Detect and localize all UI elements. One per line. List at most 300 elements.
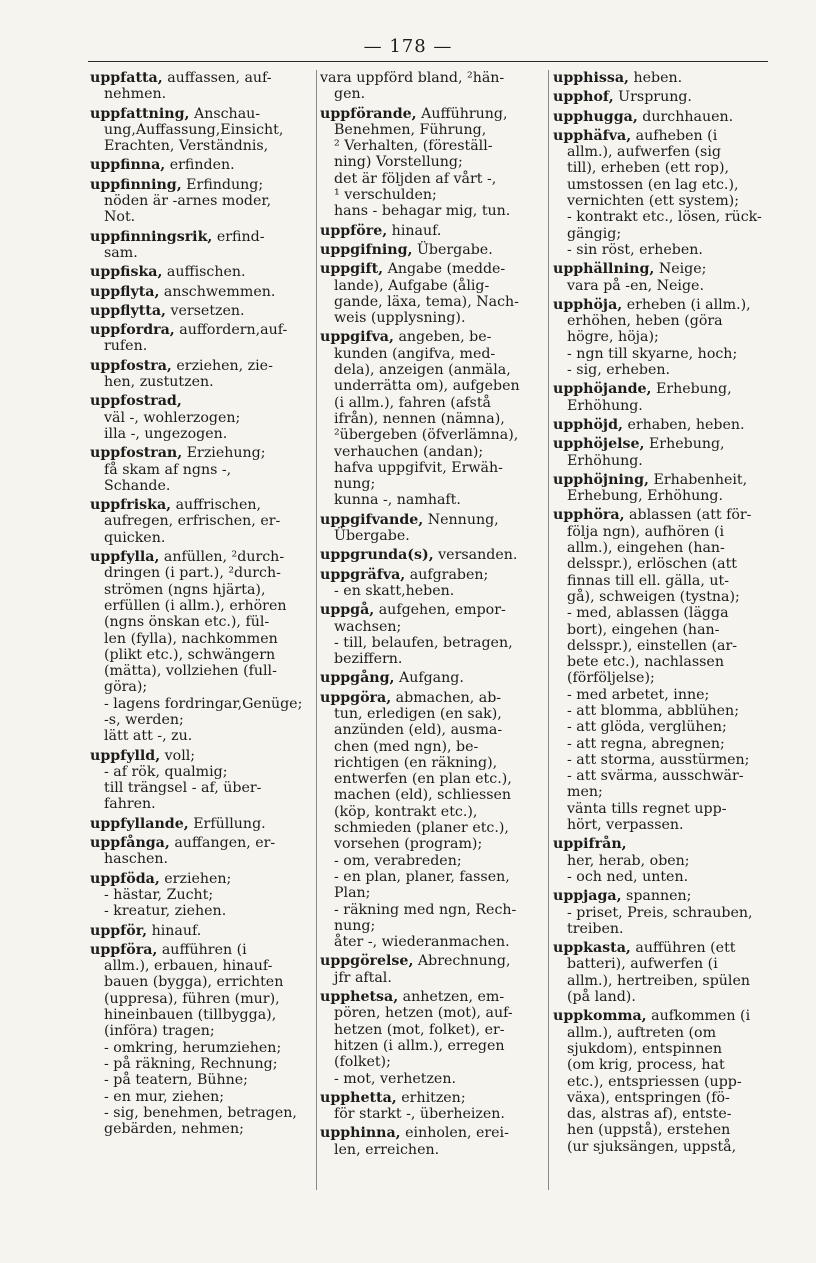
definition-text: beziffern. bbox=[334, 651, 403, 668]
definition-text: (förföljelse); bbox=[567, 670, 655, 687]
definition-text: voll; bbox=[160, 747, 196, 764]
dictionary-entry bbox=[553, 507, 773, 833]
entry-first-line bbox=[320, 953, 540, 969]
entry-continuation-line bbox=[90, 1056, 312, 1072]
headword: upphöjning, bbox=[553, 471, 649, 488]
header-rule bbox=[88, 61, 768, 62]
definition-text: fahren. bbox=[104, 796, 156, 813]
definition-text: etc.), entspriessen (upp- bbox=[567, 1073, 742, 1090]
headword: uppflyta, bbox=[90, 283, 160, 300]
entry-continuation-line bbox=[553, 989, 773, 1005]
entry-first-line bbox=[320, 547, 540, 563]
column-rule-right bbox=[548, 70, 549, 1190]
definition-text: hetzen (mot, folket), er- bbox=[334, 1021, 505, 1038]
definition-text: quicken. bbox=[104, 529, 166, 546]
headword: upphöra, bbox=[553, 507, 625, 524]
entry-continuation-line bbox=[553, 956, 773, 972]
dictionary-entry bbox=[320, 989, 540, 1087]
entry-first-line bbox=[320, 70, 540, 86]
headword: upphöjande, bbox=[553, 381, 652, 398]
definition-text: - räkning med ngn, Rech- bbox=[334, 901, 517, 918]
entry-continuation-line bbox=[320, 651, 540, 667]
entry-first-line bbox=[320, 690, 540, 706]
dictionary-entry bbox=[553, 1008, 773, 1155]
definition-text: bort), eingehen (han- bbox=[567, 621, 720, 638]
definition-text: anhetzen, em- bbox=[398, 989, 505, 1006]
definition-text: versetzen. bbox=[165, 302, 245, 319]
headword: uppfyllande, bbox=[90, 815, 189, 832]
entry-continuation-line bbox=[553, 398, 773, 414]
dictionary-entry bbox=[553, 381, 773, 414]
dictionary-entry bbox=[90, 264, 312, 280]
entry-continuation-line bbox=[320, 362, 540, 378]
definition-text: Ursprung. bbox=[613, 89, 692, 106]
entry-continuation-line bbox=[320, 902, 540, 918]
entry-first-line bbox=[553, 261, 773, 277]
entry-continuation-line bbox=[553, 540, 773, 556]
definition-text: hineinbauen (tillbygga), bbox=[104, 1007, 277, 1024]
entry-continuation-line bbox=[553, 817, 773, 833]
dictionary-entry bbox=[90, 748, 312, 813]
entry-continuation-line bbox=[553, 1041, 773, 1057]
entry-continuation-line bbox=[90, 1007, 312, 1023]
headword: upphöjelse, bbox=[553, 436, 645, 453]
entry-continuation-line bbox=[90, 374, 312, 390]
headword: upphällning, bbox=[553, 261, 655, 278]
definition-text: auffassen, auf- bbox=[162, 70, 272, 86]
headword: upphöja, bbox=[553, 296, 623, 313]
definition-text: strömen (ngns hjärta), bbox=[104, 581, 266, 598]
definition-text: her, herab, oben; bbox=[567, 852, 690, 869]
entry-continuation-line bbox=[553, 556, 773, 572]
entry-continuation-line bbox=[320, 970, 540, 986]
dictionary-entry bbox=[553, 89, 773, 105]
definition-text: allm.), hertreiben, spülen bbox=[567, 972, 750, 989]
entry-first-line bbox=[90, 264, 312, 280]
entry-first-line bbox=[553, 297, 773, 313]
definition-text: hans - behagar mig, tun. bbox=[334, 203, 511, 220]
entry-continuation-line bbox=[320, 378, 540, 394]
definition-text: Angabe (medde- bbox=[383, 261, 506, 278]
entry-continuation-line bbox=[320, 476, 540, 492]
definition-text: dela), anzeigen (anmäla, bbox=[334, 362, 511, 379]
entry-continuation-line bbox=[320, 1142, 540, 1158]
definition-text: - på räkning, Rechnung; bbox=[104, 1055, 278, 1072]
entry-continuation-line bbox=[553, 801, 773, 817]
entry-continuation-line bbox=[553, 453, 773, 469]
dictionary-entry bbox=[320, 670, 540, 686]
dictionary-entry bbox=[320, 1090, 540, 1123]
entry-first-line bbox=[553, 109, 773, 125]
entry-continuation-line bbox=[90, 138, 312, 154]
definition-text: - att glöda, verglühen; bbox=[567, 719, 727, 736]
entry-continuation-line bbox=[553, 144, 773, 160]
definition-text: nung; bbox=[334, 917, 376, 934]
definition-text: - med, ablassen (lägga bbox=[567, 605, 729, 622]
headword: upphugga, bbox=[553, 108, 638, 125]
definition-text: (införa) tragen; bbox=[104, 1023, 215, 1040]
entry-continuation-line bbox=[90, 780, 312, 796]
entry-continuation-line bbox=[90, 86, 312, 102]
entry-first-line bbox=[320, 989, 540, 1005]
entry-continuation-line bbox=[553, 589, 773, 605]
definition-text: Erhöhung. bbox=[567, 397, 643, 414]
headword: uppflytta, bbox=[90, 302, 166, 319]
dictionary-entry bbox=[320, 953, 540, 986]
definition-text: delsspr.), einstellen (ar- bbox=[567, 637, 738, 654]
entry-continuation-line bbox=[553, 193, 773, 209]
definition-text: bete etc.), nachlassen bbox=[567, 654, 724, 671]
definition-text: - sig, benehmen, betragen, bbox=[104, 1104, 297, 1121]
definition-text: illa -, ungezogen. bbox=[104, 425, 228, 442]
definition-text: - af rök, qualmig; bbox=[104, 763, 228, 780]
definition-text: delsspr.), erlöschen (att bbox=[567, 556, 738, 573]
entry-first-line bbox=[90, 70, 312, 86]
definition-text: - att storma, ausstürmen; bbox=[567, 751, 750, 768]
definition-text: - att regna, abregnen; bbox=[567, 735, 725, 752]
definition-text: Erachten, Verständnis, bbox=[104, 138, 269, 155]
entry-first-line bbox=[90, 549, 312, 565]
entry-first-line bbox=[553, 507, 773, 523]
definition-text: - om, verabreden; bbox=[334, 852, 462, 869]
entry-continuation-line bbox=[553, 1074, 773, 1090]
definition-text: ²übergeben (öfverlämna), bbox=[334, 427, 519, 444]
dictionary-entry bbox=[553, 472, 773, 505]
definition-text: aufregen, erfrischen, er- bbox=[104, 513, 281, 530]
definition-text: vänta tills regnet upp- bbox=[567, 800, 727, 817]
entry-continuation-line bbox=[320, 771, 540, 787]
definition-text: auffordern,auf- bbox=[174, 322, 288, 339]
entry-continuation-line bbox=[320, 86, 540, 102]
definition-text: aufführen (i bbox=[157, 941, 247, 958]
definition-text: machen (eld), schliessen bbox=[334, 787, 512, 804]
definition-text: erheben (i allm.), bbox=[622, 296, 751, 313]
entry-continuation-line bbox=[320, 739, 540, 755]
definition-text: väl -, wohlerzogen; bbox=[104, 409, 241, 426]
entry-continuation-line bbox=[553, 1139, 773, 1155]
entry-continuation-line bbox=[90, 1023, 312, 1039]
entry-continuation-line bbox=[90, 903, 312, 919]
page-number: — 178 — bbox=[363, 36, 453, 57]
definition-text: - en skatt,heben. bbox=[334, 582, 455, 599]
definition-text: einholen, erei- bbox=[400, 1125, 509, 1142]
definition-text: gen. bbox=[334, 86, 366, 103]
entry-continuation-line bbox=[320, 278, 540, 294]
definition-text: kunden (angifva, med- bbox=[334, 345, 496, 362]
entry-continuation-line bbox=[320, 1054, 540, 1070]
definition-text: haschen. bbox=[104, 851, 169, 868]
headword: uppfylld, bbox=[90, 747, 161, 764]
entry-continuation-line bbox=[553, 853, 773, 869]
dictionary-entry bbox=[553, 109, 773, 125]
entry-continuation-line bbox=[320, 885, 540, 901]
entry-continuation-line bbox=[553, 1057, 773, 1073]
definition-text: anschwemmen. bbox=[159, 283, 276, 300]
entry-continuation-line bbox=[90, 122, 312, 138]
definition-text: Erhebung, Erhöhung. bbox=[567, 488, 723, 505]
definition-text: Nennung, bbox=[423, 511, 499, 528]
headword: uppgräfva, bbox=[320, 566, 406, 583]
dictionary-entry bbox=[553, 417, 773, 433]
dictionary-entry bbox=[90, 70, 312, 103]
definition-text: pören, hetzen (mot), auf- bbox=[334, 1005, 513, 1022]
definition-text: (uppresa), führen (mur), bbox=[104, 990, 280, 1007]
entry-continuation-line bbox=[90, 851, 312, 867]
definition-text: Erfüllung. bbox=[188, 815, 266, 832]
definition-text: durchhauen. bbox=[637, 108, 734, 125]
definition-text: Übergabe. bbox=[334, 528, 410, 545]
definition-text: anfüllen, ²durch- bbox=[159, 549, 285, 566]
column-rule-left bbox=[316, 70, 317, 1190]
definition-text: sam. bbox=[104, 244, 138, 261]
definition-text: entwerfen (en plan etc.), bbox=[334, 771, 512, 788]
headword: uppfattning, bbox=[90, 105, 190, 122]
headword: uppgifvande, bbox=[320, 511, 424, 528]
definition-text: versanden. bbox=[433, 547, 518, 564]
definition-text: åter -, wiederanmachen. bbox=[334, 934, 510, 951]
definition-text: vara på -en, Neige. bbox=[567, 277, 704, 294]
entry-continuation-line bbox=[320, 1005, 540, 1021]
dictionary-entry bbox=[320, 567, 540, 600]
definition-text: lätt att -, zu. bbox=[104, 728, 193, 745]
headword: uppfatta, bbox=[90, 70, 163, 86]
entry-first-line bbox=[320, 670, 540, 686]
definition-text: anzünden (eld), ausma- bbox=[334, 722, 503, 739]
entry-first-line bbox=[553, 888, 773, 904]
entry-first-line bbox=[553, 128, 773, 144]
definition-text: gå), schweigen (tystna); bbox=[567, 588, 740, 605]
entry-continuation-line bbox=[90, 764, 312, 780]
entry-continuation-line bbox=[90, 1105, 312, 1121]
dictionary-entry bbox=[320, 690, 540, 951]
dictionary-entry bbox=[553, 261, 773, 294]
definition-text: auffrischen, bbox=[171, 497, 261, 514]
entry-continuation-line bbox=[320, 787, 540, 803]
entry-first-line bbox=[320, 261, 540, 277]
definition-text: kunna -, namhaft. bbox=[334, 492, 461, 509]
definition-text: - priset, Preis, schrauben, bbox=[567, 904, 753, 921]
entry-continuation-line bbox=[320, 583, 540, 599]
definition-text: nöden är -arnes moder, bbox=[104, 193, 272, 210]
entry-continuation-line bbox=[553, 869, 773, 885]
definition-text: Neige; bbox=[654, 261, 707, 278]
definition-text: erfind- bbox=[212, 228, 265, 245]
entry-continuation-line bbox=[553, 638, 773, 654]
entry-continuation-line bbox=[320, 203, 540, 219]
entry-first-line bbox=[90, 157, 312, 173]
definition-text: bauen (bygga), errichten bbox=[104, 974, 284, 991]
dictionary-entry bbox=[90, 923, 312, 939]
definition-text: gande, läxa, tema), Nach- bbox=[334, 293, 519, 310]
definition-text: - hästar, Zucht; bbox=[104, 886, 214, 903]
dictionary-column-1 bbox=[90, 70, 312, 1140]
dictionary-entry bbox=[90, 322, 312, 355]
dictionary-entry bbox=[90, 358, 312, 391]
definition-text: hitzen (i allm.), erregen bbox=[334, 1037, 505, 1054]
entry-continuation-line bbox=[90, 1089, 312, 1105]
dictionary-entry bbox=[320, 70, 540, 103]
headword: uppfostran, bbox=[90, 445, 183, 462]
definition-text: (köp, kontrakt etc.), bbox=[334, 803, 478, 820]
headword: upphetsa, bbox=[320, 989, 399, 1006]
definition-text: - att blomma, abblühen; bbox=[567, 702, 739, 719]
definition-text: weis (upplysning). bbox=[334, 310, 466, 327]
entry-first-line bbox=[90, 358, 312, 374]
definition-text: aufheben (i bbox=[631, 127, 718, 144]
entry-first-line bbox=[90, 303, 312, 319]
entry-first-line bbox=[90, 871, 312, 887]
definition-text: (mätta), vollziehen (full- bbox=[104, 663, 277, 680]
definition-text: ² Verhalten, (föreställ- bbox=[334, 138, 493, 155]
definition-text: heben. bbox=[628, 70, 683, 86]
dictionary-entry bbox=[90, 393, 312, 442]
entry-continuation-line bbox=[320, 492, 540, 508]
definition-text: ning) Vorstellung; bbox=[334, 154, 463, 171]
entry-first-line bbox=[320, 602, 540, 618]
entry-first-line bbox=[320, 567, 540, 583]
definition-text: verhauchen (andan); bbox=[334, 443, 484, 460]
entry-continuation-line bbox=[553, 703, 773, 719]
entry-first-line bbox=[553, 1008, 773, 1024]
entry-continuation-line bbox=[320, 528, 540, 544]
dictionary-entry bbox=[320, 329, 540, 508]
definition-text: erfüllen (i allm.), erhören bbox=[104, 597, 287, 614]
definition-text: abmachen, ab- bbox=[391, 689, 502, 706]
entry-continuation-line bbox=[320, 310, 540, 326]
entry-first-line bbox=[90, 816, 312, 832]
entry-continuation-line bbox=[90, 193, 312, 209]
entry-first-line bbox=[320, 1125, 540, 1141]
definition-text: - ngn till skyarne, hoch; bbox=[567, 345, 738, 362]
headword: uppfostrad, bbox=[90, 393, 182, 410]
entry-continuation-line bbox=[320, 427, 540, 443]
definition-text: spannen; bbox=[621, 888, 692, 905]
entry-first-line bbox=[90, 284, 312, 300]
definition-text: hen, zustutzen. bbox=[104, 374, 214, 391]
definition-text: auffischen. bbox=[162, 264, 246, 281]
dictionary-column-3 bbox=[553, 70, 773, 1158]
entry-continuation-line bbox=[90, 887, 312, 903]
dictionary-entry bbox=[90, 835, 312, 868]
dictionary-entry bbox=[320, 106, 540, 220]
dictionary-entry bbox=[90, 157, 312, 173]
entry-continuation-line bbox=[553, 736, 773, 752]
entry-continuation-line bbox=[553, 1025, 773, 1041]
definition-text: Schande. bbox=[104, 477, 171, 494]
entry-continuation-line bbox=[553, 654, 773, 670]
entry-continuation-line bbox=[320, 411, 540, 427]
definition-text: tun, erledigen (en sak), bbox=[334, 705, 502, 722]
headword: uppför, bbox=[90, 922, 148, 939]
dictionary-entry bbox=[553, 128, 773, 258]
definition-text: till trängsel - af, über- bbox=[104, 780, 262, 797]
definition-text: hinauf. bbox=[147, 922, 202, 939]
entry-first-line bbox=[553, 70, 773, 86]
entry-continuation-line bbox=[90, 958, 312, 974]
entry-continuation-line bbox=[553, 622, 773, 638]
headword: uppifrån, bbox=[553, 836, 627, 853]
definition-text: Aufführung, bbox=[416, 105, 508, 122]
headword: uppfriska, bbox=[90, 497, 172, 514]
headword: uppfylla, bbox=[90, 549, 160, 566]
definition-text: erhitzen; bbox=[396, 1089, 466, 1106]
definition-text: - att svärma, ausschwär- bbox=[567, 768, 744, 785]
entry-continuation-line bbox=[553, 313, 773, 329]
entry-first-line bbox=[90, 322, 312, 338]
definition-text: - sin röst, erheben. bbox=[567, 241, 703, 258]
definition-text: vernichten (ett system); bbox=[567, 193, 739, 210]
definition-text: Erhebung, bbox=[644, 436, 725, 453]
headword: uppjaga, bbox=[553, 888, 622, 905]
headword: uppgöra, bbox=[320, 689, 392, 706]
definition-text: - en plan, planer, fassen, bbox=[334, 868, 510, 885]
headword: uppförande, bbox=[320, 105, 417, 122]
entry-first-line bbox=[553, 940, 773, 956]
definition-text: aufführen (ett bbox=[630, 940, 736, 957]
definition-text: nung; bbox=[334, 476, 376, 493]
dictionary-entry bbox=[90, 284, 312, 300]
definition-text: ¹ verschulden; bbox=[334, 187, 437, 204]
definition-text: Erhebung, bbox=[651, 381, 732, 398]
entry-continuation-line bbox=[90, 565, 312, 581]
entry-continuation-line bbox=[90, 462, 312, 478]
entry-continuation-line bbox=[320, 1022, 540, 1038]
entry-continuation-line bbox=[90, 679, 312, 695]
definition-text: - sig, erheben. bbox=[567, 362, 671, 379]
entry-first-line bbox=[320, 1090, 540, 1106]
definition-text: underrätta om), aufgeben bbox=[334, 378, 520, 395]
entry-continuation-line bbox=[90, 696, 312, 712]
entry-first-line bbox=[90, 229, 312, 245]
headword: uppfostra, bbox=[90, 357, 172, 374]
entry-continuation-line bbox=[90, 582, 312, 598]
definition-text: (folket); bbox=[334, 1054, 391, 1071]
definition-text: vara uppförd bland, ²hän- bbox=[320, 70, 505, 86]
dictionary-entry bbox=[320, 261, 540, 326]
entry-continuation-line bbox=[553, 1106, 773, 1122]
definition-text: Plan; bbox=[334, 885, 371, 902]
dictionary-entry bbox=[320, 547, 540, 563]
dictionary-entry bbox=[553, 888, 773, 937]
definition-text: Erziehung; bbox=[182, 445, 266, 462]
headword: uppfordra, bbox=[90, 322, 175, 339]
entry-continuation-line bbox=[320, 122, 540, 138]
entry-first-line bbox=[320, 223, 540, 239]
definition-text: batteri), aufwerfen (i bbox=[567, 956, 718, 973]
entry-continuation-line bbox=[553, 605, 773, 621]
definition-text: - med arbetet, inne; bbox=[567, 686, 710, 703]
definition-text: till), erheben (ett rop), bbox=[567, 160, 729, 177]
entry-continuation-line bbox=[553, 752, 773, 768]
dictionary-entry bbox=[90, 942, 312, 1138]
entry-continuation-line bbox=[553, 719, 773, 735]
entry-continuation-line bbox=[553, 346, 773, 362]
definition-text: Benehmen, Führung, bbox=[334, 121, 487, 138]
entry-continuation-line bbox=[90, 974, 312, 990]
entry-continuation-line bbox=[553, 242, 773, 258]
entry-first-line bbox=[90, 393, 312, 409]
definition-text: göra); bbox=[104, 679, 148, 696]
definition-text: - på teatern, Bühne; bbox=[104, 1072, 248, 1089]
definition-text: Aufgang. bbox=[394, 670, 464, 687]
definition-text: erhaben, heben. bbox=[622, 416, 745, 433]
entry-first-line bbox=[553, 472, 773, 488]
definition-text: lande), Aufgabe (ålig- bbox=[334, 277, 490, 294]
entry-continuation-line bbox=[90, 1040, 312, 1056]
definition-text: (plikt etc.), schwängern bbox=[104, 646, 276, 663]
definition-text: wachsen; bbox=[334, 618, 402, 635]
definition-text: Erhöhung. bbox=[567, 452, 643, 469]
